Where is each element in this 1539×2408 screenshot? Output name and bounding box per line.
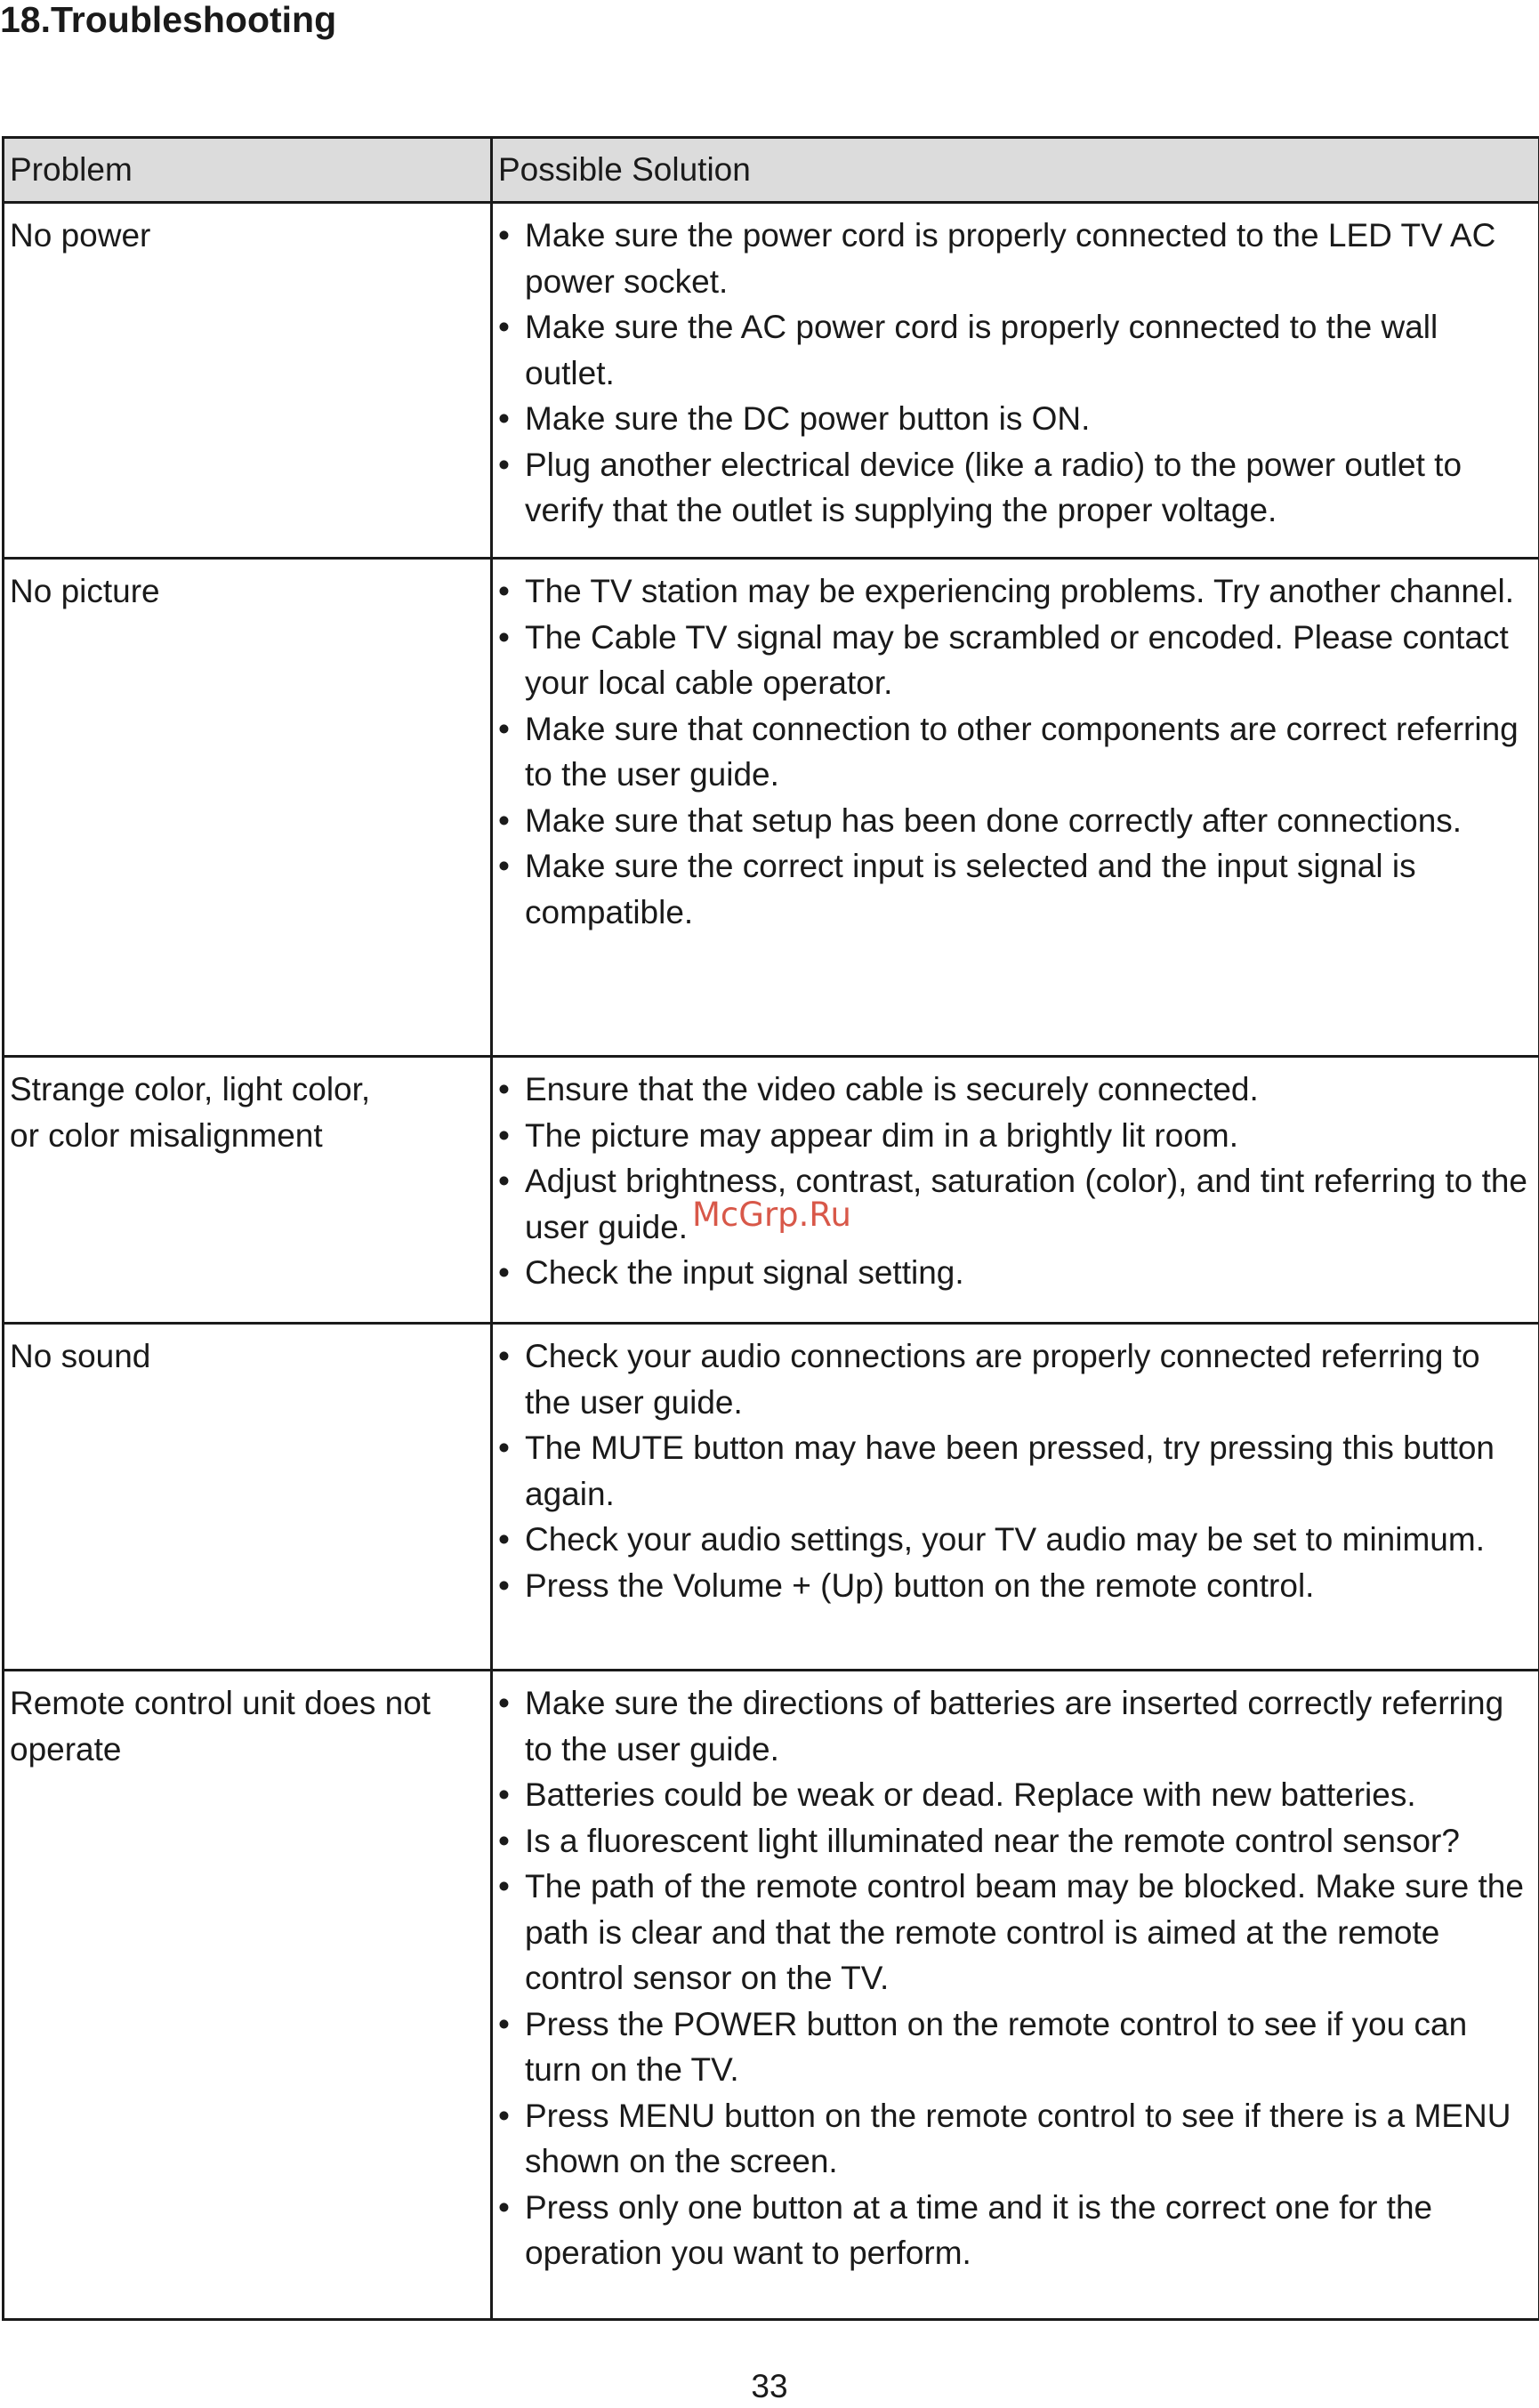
solution-item: • Check the input signal setting. [498,1250,1533,1296]
solution-item: • Batteries could be weak or dead. Replace with new batteries. [498,1772,1533,1818]
problem-cell: Remote control unit does not operate [10,1685,431,1768]
solution-item: • The MUTE button may have been pressed, try pressing this button again. [498,1425,1533,1517]
table-row [4,1057,1539,1324]
table-row [4,203,1539,559]
solution-item: • Plug another electrical device (like a radio) to the power outlet to verify that the outlet is supplying the proper voltage. [498,442,1533,534]
solution-item: • Adjust brightness, contrast, saturation (color), and tint referring to the user guide. [498,1158,1533,1250]
solution-item: • Press the POWER button on the remote control to see if you can turn on the TV. [498,2001,1533,2093]
solution-item: • Is a fluorescent light illuminated near the remote control sensor? [498,1818,1533,1864]
solution-item: • The Cable TV signal may be scrambled or encoded. Please contact your local cable operator. [498,615,1533,706]
solution-item: • Check your audio settings, your TV audio may be set to minimum. [498,1517,1533,1563]
solution-item: • Make sure the AC power cord is properly connected to the wall outlet. [498,304,1533,396]
problem-cell: No power [10,217,151,254]
solution-item: • Make sure the DC power button is ON. [498,396,1533,442]
table-header-row [4,138,1539,203]
table-row [4,1324,1539,1671]
page-number: 33 [751,2368,788,2404]
problem-cell: No picture [10,573,160,609]
solution-item: • Make sure the directions of batteries are inserted correctly referring to the user guide. [498,1680,1533,1772]
page-title: 18.Troubleshooting [0,0,337,40]
solution-item: • Press MENU button on the remote control to see if there is a MENU shown on the screen. [498,2093,1533,2185]
solution-item: • Press only one button at a time and it is the correct one for the operation you want to perform. [498,2185,1533,2276]
solution-item: • Make sure the correct input is selected and the input signal is compatible. [498,843,1533,935]
solution-item: • Make sure that connection to other components are correct referring to the user guide. [498,706,1533,798]
solution-item: • Make sure that setup has been done correctly after connections. [498,798,1533,844]
table-row [4,1671,1539,2320]
solution-cell [493,560,1538,935]
solution-item: • Ensure that the video cable is securely connected. [498,1067,1533,1113]
watermark: McGrp.Ru [692,1196,851,1234]
problem-cell: No sound [10,1338,151,1374]
problem-cell: Strange color, light color, or color misalignment [10,1071,371,1154]
solution-item: • Make sure the power cord is properly connected to the LED TV AC power socket. [498,213,1533,304]
solution-cell [493,1671,1538,2276]
solution-item: • The TV station may be experiencing problems. Try another channel. [498,568,1533,615]
solution-cell [493,1058,1538,1296]
solution-item: • The path of the remote control beam may be blocked. Make sure the path is clear and that the remote control is aimed at the remote control sensor on the TV. [498,1864,1533,2001]
header-possible-solution: Possible Solution [492,138,1539,203]
solution-item: • Press the Volume + (Up) button on the remote control. [498,1563,1533,1609]
solution-cell [493,204,1538,534]
solution-cell [493,1325,1538,1608]
solution-item: • The picture may appear dim in a brightly lit room. [498,1113,1533,1159]
table-row [4,559,1539,1057]
solution-item: • Check your audio connections are properly connected referring to the user guide. [498,1333,1533,1425]
header-problem: Problem [4,138,492,203]
